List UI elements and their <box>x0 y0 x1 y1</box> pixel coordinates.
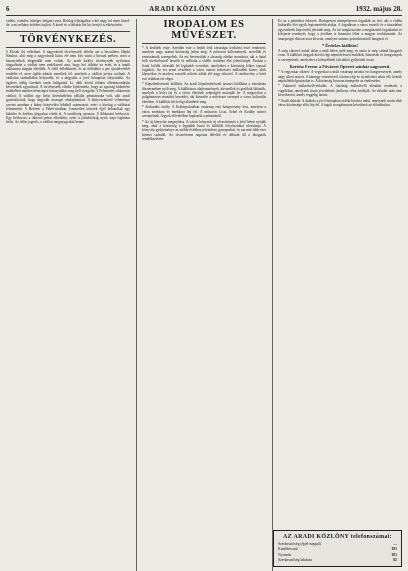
column-3-article-2: A szép sikerrel indult tárlat a múlt héten nyílt meg, és azóta is szép számú látogatót vonz. A kiállított tárgyak között régi népművészeti emlékek, hímzések és faragványok is szerepelnek, amelyeket a környékbeli falvakból gyűjtöttek össze. <box>278 49 402 62</box>
column-1 <box>6 19 130 571</box>
column-3-article-1: Ez az a pénteken érkezett. Budapesten ünnepélyesen fogadták az írót, aki a vidéki kulturális élet egyik legismertebb alakja. A fogadáson a város vezetői és a társadalmi egyesületek képviselői jelentek meg. Az író megköszönte a megtisztelő fogadtatást és kifejezte reményét, hogy a jövőben is hasznára lehet a magyar irodalomnak. Az ünnepséget díszvacsora követte, amelyen számos pohárköszöntő hangzott el. <box>278 19 402 41</box>
telephone-row-label: Nyomda <box>278 552 292 557</box>
literature-article-2: * Képzőművészeti kiállítás. Az aradi képzőművészek tavaszi kiállítása a városháza dísztermében nyílt meg. A kiállításon olajfestmények, akvarellek és grafikák láthatók, amelyek a helyi táj és a város életének szépségeit mutatják be. A megnyitón a polgármester mondott beszédet, aki kiemelte a művészet szerepét a város kulturális életében. A kiállítás két hétig tekinthető meg. <box>142 82 266 104</box>
issue-date: 1932. május 28. <box>355 5 402 13</box>
telephone-row <box>278 558 397 563</box>
telephone-row-label: Szerkesztőség (éjjel-nappal) <box>278 542 321 547</box>
page-number: 6 <box>6 5 10 13</box>
columns <box>6 19 402 571</box>
telephone-row-number: — <box>393 542 397 547</box>
court-article: § Elcsalt fiú védelmei. A nagyváradi törvényszék elítélte azt a becsületes Hajdú Sándort, akit még a nagyváradi kúria elé nem bírt vinni a hosszú perben, mert a bizonyítékok elegendők nem voltak. Az aradi királyi törvényszék nyilvános tárgyalásán a vádlott nem emlékezett arra, hogy hol töltötte az estét, és a tanúk vallomása alapján elítélték. A védő fellebbezett, és az ítélőtábla a per újrafelvételét rendelte el, mert újabb adatok merültek fel, amelyek a vádlott javára szólnak. A vádlottat szabadlábra helyezték, és a tárgyalás a jövő hónapban folytatódik. Az ügyben eddig tizenkét tanút hallgattak ki, akik közül többen ellentmondásba keveredtek egymással. A törvényszék elnöke kijelentette, hogy az igazság kiderítése érdekében minden lehetséges bizonyítékot meg kell vizsgálni. § Felmentett sikkasztás vádlott. A vádlott egy helyi kereskedelmi vállalat pénztárnoka volt, akit azzal gyanúsítottak, hogy nagyobb összeget eltulajdonított. A könyvszakértő véleménye szerint azonban a hiány könyvelési hibából származott, ezért a bíróság a vádlottat felmentette. § Betörés a Fehér-utcában. Ismeretlen tettesek éjjel behatoltak egy lakásba és értékes tárgyakat vittek el. A rendőrség nyomoz. § Sikkasztó bérkocsis. Egy bérkocsis a rábízott pénzt elköltötte, ezért a járásbíróság nyolc napi fogházra ítélte. Az ítélet jogerős, a vádlott megnyugodott benne. <box>6 49 130 125</box>
masthead <box>6 5 402 16</box>
subheading-exhibition: * Érdekes kiállítás! <box>321 43 359 49</box>
section-heading-literature: IRODALOM ÉS MŰVÉSZET. <box>142 19 266 44</box>
column-3-article-5: * Aradi dalárda. A dalárda a jövő hónapban vidéki körútra indul, amelynek során több város közönsége előtt lép fel. A tagok szorgalmasan készülnek az előadásokra. <box>278 98 402 108</box>
telephone-row-label: Szerkesztőség lakásán <box>278 557 312 562</box>
section-heading-court: TÖRVÉNYKEZÉS. <box>6 31 130 48</box>
literature-article-1: * A keddiek estje. Szerdán este a keddi írók társasága irodalmi estet rendezett, amelyen nagy számú közönség jelent meg. A műsoron költemények, novellák és zeneszámok szerepeltek. Az est bevezetőjét a társaság elnöke mondotta, aki a fiatal írók törekvéseiről beszélt és méltatta a vidéki irodalmi élet jelentőségét. Ezután a fiatal költők olvasták fel legújabb verseiket, amelyeket a közönség lelkes tapssal fogadott. Az est zenei részében a város ismert művészei működtek közre, akik klasszikus és modern szerzők műveit adták elő nagy sikerrel. A rendezvény a késő esti órákban ért véget. <box>142 46 266 81</box>
telephone-row-number: 181 <box>391 547 397 552</box>
subheading-operetta: Kertész Ferenc a Fővárosi Operett színház nagyszerű. <box>289 64 391 70</box>
column-3-article-3: * A vegyeskar sikerei. A vegyeskar a múlt vasárnap tartotta évi hangversenyét, amely nagy sikert aratott. A karnagy vezetésével a kórus régi és új műveket adott elő, köztük népdalfeldolgozásokat is. A közönség hosszan ünnepelte az énekeseket. <box>278 70 402 84</box>
column-3 <box>272 19 402 571</box>
literature-article-3: * Kulturális estély. A Kultúrpalotában vasárnap este hangverseny lesz, amelyen a város zenekara és énekkara lép fel. A műsoron Liszt, Erkel és Kodály művei szerepelnek. Jegyek elővételben kaphatók a pénztárnál. <box>142 105 266 119</box>
telephone-numbers-box <box>273 530 402 567</box>
column-2 <box>136 19 266 571</box>
column-3-article-4: * Vakmerő műkedvelő-előadás. A fiatalság műkedvelő előadást rendezett a vigadóban, amelynek tiszta jövedelmét jótékony célra fordítják. Az előadás után tánc következett, amely reggelig tartott. <box>278 84 402 98</box>
newspaper-title: ARADI KÖZLÖNY <box>149 5 217 13</box>
literature-article-4: * Az új könyvtár megnyitása. A városi könyvtár új olvasótermét a jövő héten nyitják meg, ahol a közönség a legújabb hazai és külföldi folyóiratokat olvashatja. A könyvtár gyűjteménye az utóbbi években jelentősen gyarapodott, és ma már több ezer kötetet számlál. Az olvasóterem naponta délelőtt és délután áll a látogatók rendelkezésére. <box>142 119 266 142</box>
telephone-row-number: 181 <box>391 552 397 557</box>
telephone-box-title: AZ ARADI KÖZLÖNY telefonszámai: <box>283 534 392 541</box>
telephone-row-label: Kiadóhivatal <box>278 547 298 552</box>
column-1-top-text: vidéki, csöndes, hűséges dolgait rovta. Boldog ifjúságához a két nagy író ment közel: de. a mi néhány érdekes hajlott. A kezét és a láthatár két kis kertjét is elkészítette. <box>6 19 130 28</box>
telephone-row-number: 82 <box>393 557 397 562</box>
